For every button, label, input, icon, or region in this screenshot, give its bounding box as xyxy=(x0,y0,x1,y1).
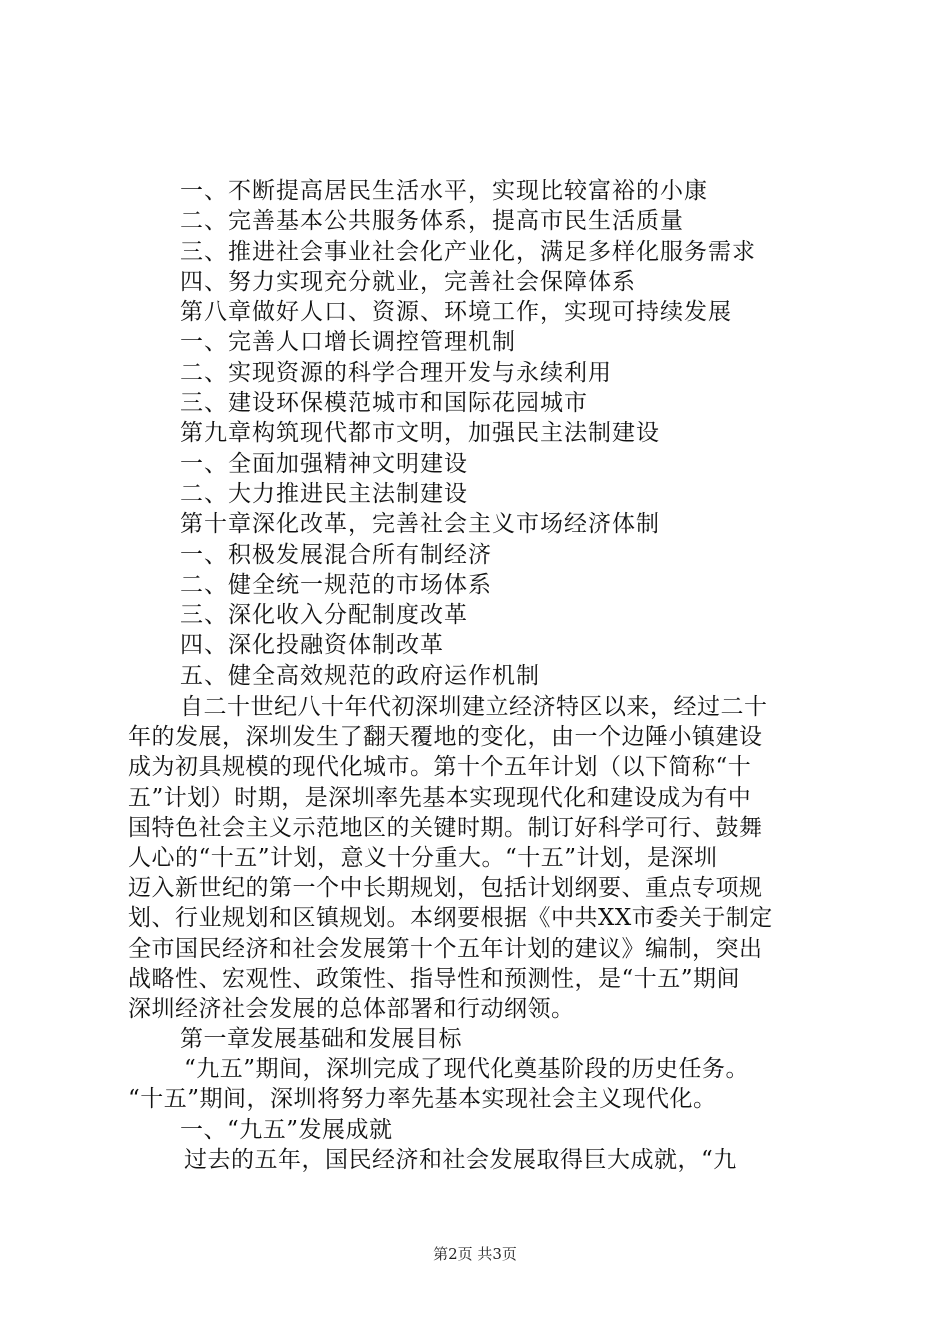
outline-item: 四、努力实现充分就业，完善社会保障体系 xyxy=(180,268,636,295)
outline-item: 一、积极发展混合所有制经济 xyxy=(180,541,492,568)
outline-item: 一、完善人口增长调控管理机制 xyxy=(180,329,516,356)
outline-item: 一、全面加强精神文明建设 xyxy=(180,450,468,477)
paragraph-line: 自二十世纪八十年代初深圳建立经济特区以来，经过二十 xyxy=(180,694,768,720)
paragraph-line: 深圳经济社会发展的总体部署和行动纲领。 xyxy=(128,995,575,1022)
body-text xyxy=(128,692,824,1175)
chapter-heading: 第八章做好人口、资源、环境工作，实现可持续发展 xyxy=(180,299,732,326)
paragraph-line: 迈入新世纪的第一个中长期规划，包括计划纲要、重点专项规 xyxy=(128,875,763,902)
page-number-footer: 第2页 共3页 xyxy=(433,1245,517,1263)
outline-item: 二、健全统一规范的市场体系 xyxy=(180,571,492,598)
chapter-outline xyxy=(180,176,880,691)
paragraph-line: 全市国民经济和社会发展第十个五年计划的建议》编制，突出 xyxy=(128,935,763,962)
paragraph-line: 五”计划）时期，是深圳率先基本实现现代化和建设成为有中 xyxy=(128,784,752,811)
paragraph-line: “十五”期间，深圳将努力率先基本实现社会主义现代化。 xyxy=(128,1086,717,1113)
outline-item: 二、实现资源的科学合理开发与永续利用 xyxy=(180,359,612,386)
chapter-heading: 第一章发展基础和发展目标 xyxy=(180,1026,462,1053)
outline-item: 四、深化投融资体制改革 xyxy=(180,632,444,659)
chapter-heading: 第十章深化改革，完善社会主义市场经济体制 xyxy=(180,511,660,538)
paragraph-line: “九五”期间，深圳完成了现代化奠基阶段的历史任务。 xyxy=(184,1056,750,1083)
paragraph-line: 划、行业规划和区镇规划。本纲要根据《中共XX市委关于制定 xyxy=(128,905,773,932)
outline-item: 二、大力推进民主法制建设 xyxy=(180,480,468,507)
outline-item: 三、建设环保模范城市和国际花园城市 xyxy=(180,390,588,417)
paragraph-line: 人心的“十五”计划，意义十分重大。“十五”计划，是深圳 xyxy=(128,844,718,871)
paragraph-line: 成为初具规模的现代化城市。第十个五年计划（以下简称“十 xyxy=(128,754,752,781)
paragraph-line: 战略性、宏观性、政策性、指导性和预测性，是“十五”期间 xyxy=(128,965,741,992)
outline-item: 五、健全高效规范的政府运作机制 xyxy=(180,662,540,689)
chapter-heading: 第九章构筑现代都市文明，加强民主法制建设 xyxy=(180,420,660,447)
outline-item: 二、完善基本公共服务体系，提高市民生活质量 xyxy=(180,208,684,235)
paragraph-line: 国特色社会主义示范地区的关键时期。制订好科学可行、鼓舞 xyxy=(128,814,763,841)
section-heading: 一、“九五”发展成就 xyxy=(180,1116,393,1143)
outline-item: 一、不断提高居民生活水平，实现比较富裕的小康 xyxy=(180,178,708,204)
outline-item: 三、推进社会事业社会化产业化，满足多样化服务需求 xyxy=(180,238,756,265)
paragraph-line: 年的发展，深圳发生了翻天覆地的变化，由一个边陲小镇建设 xyxy=(128,724,763,751)
paragraph-line: 过去的五年，国民经济和社会发展取得巨大成就，“九 xyxy=(184,1146,737,1173)
outline-item: 三、深化收入分配制度改革 xyxy=(180,602,468,629)
